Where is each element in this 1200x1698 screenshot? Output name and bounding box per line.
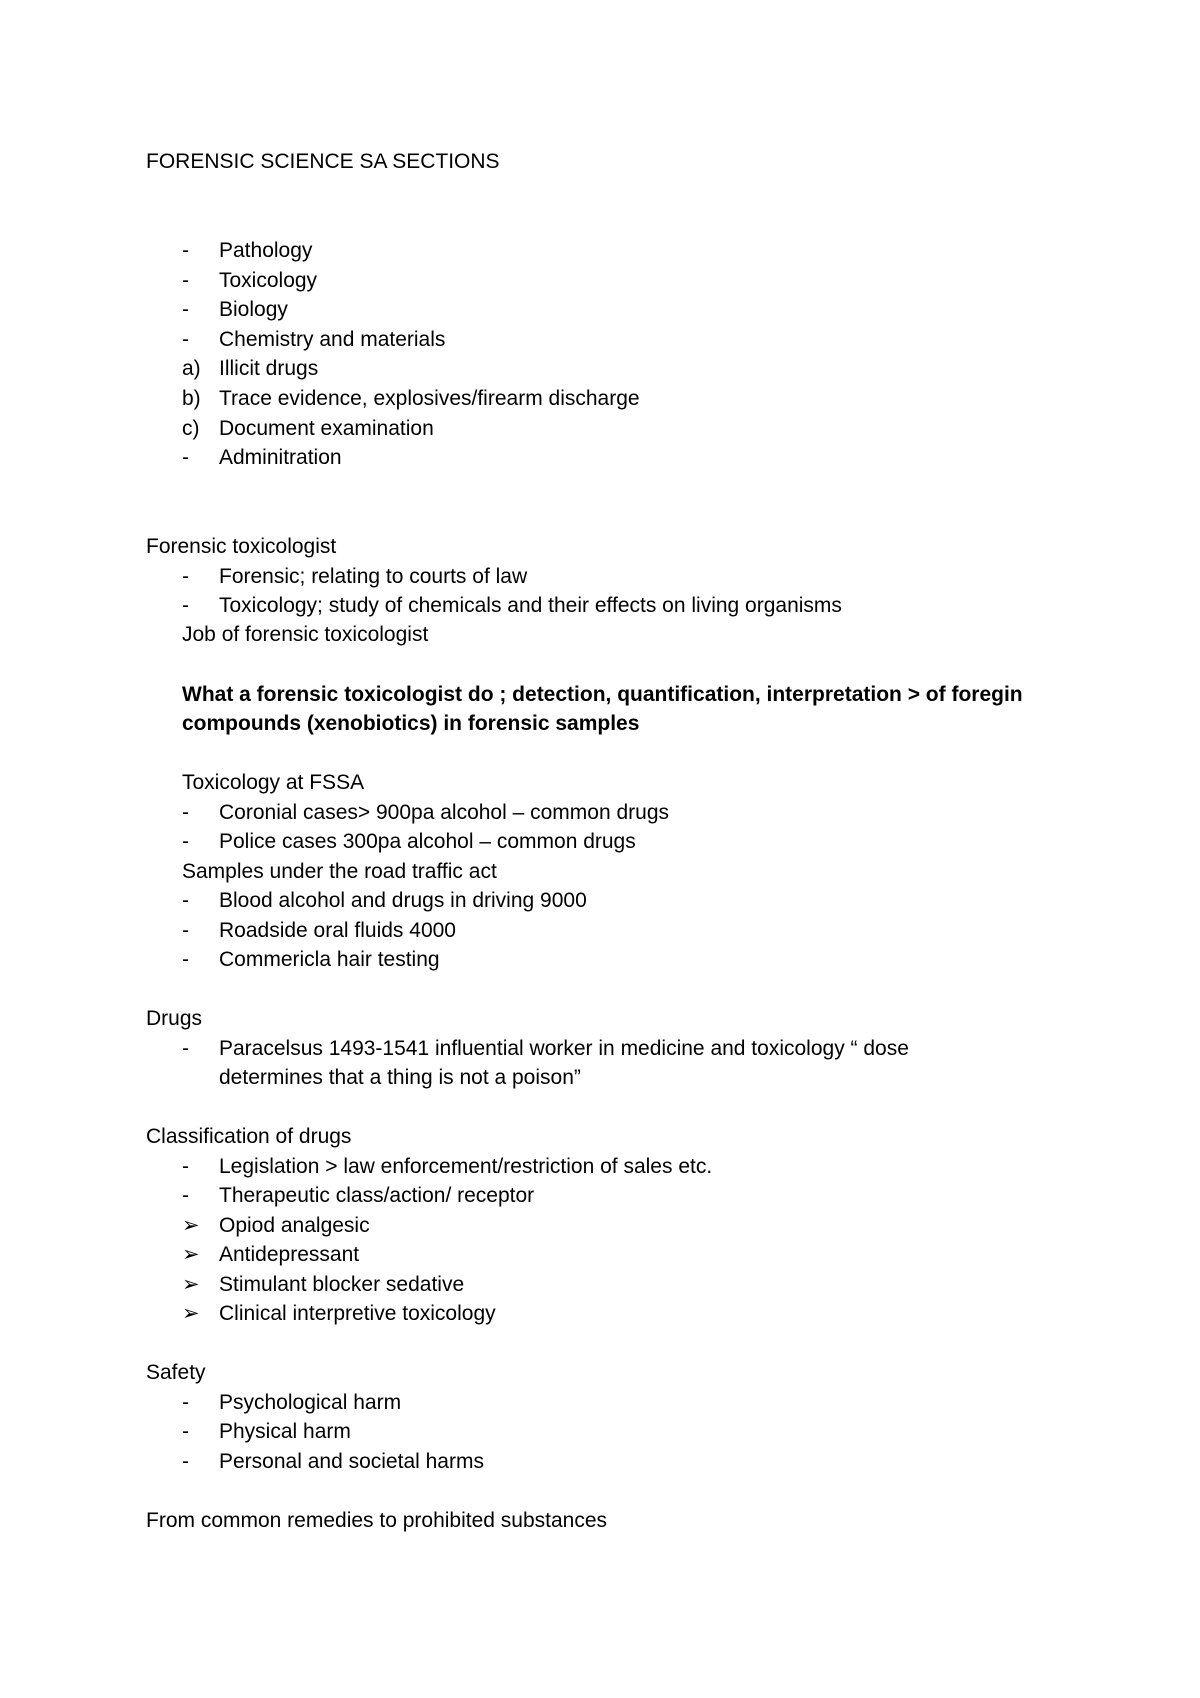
list-marker: - xyxy=(182,594,189,617)
list-marker: - xyxy=(182,269,189,292)
list-item: Therapeutic class/action/ receptor xyxy=(219,1184,535,1207)
toxicologist-heading: Forensic toxicologist xyxy=(146,535,337,558)
list-marker: - xyxy=(182,830,189,853)
list-item: Stimulant blocker sedative xyxy=(219,1273,465,1296)
arrow-bullet-icon: ➢ xyxy=(182,1214,200,1237)
list-item: Clinical interpretive toxicology xyxy=(219,1302,496,1325)
fssa-heading: Toxicology at FSSA xyxy=(182,771,365,794)
list-item: Antidepressant xyxy=(219,1243,360,1266)
list-marker: - xyxy=(182,446,189,469)
list-marker: - xyxy=(182,298,189,321)
arrow-bullet-icon: ➢ xyxy=(182,1273,200,1296)
list-item: Toxicology; study of chemicals and their effects on living organisms xyxy=(219,594,842,617)
list-item: Forensic; relating to courts of law xyxy=(219,565,528,588)
list-item: Commericla hair testing xyxy=(219,948,440,971)
job-label: Job of forensic toxicologist xyxy=(182,623,429,646)
list-item: Pathology xyxy=(219,239,313,262)
road-traffic-label: Samples under the road traffic act xyxy=(182,860,497,883)
list-marker: a) xyxy=(182,357,201,380)
drugs-heading: Drugs xyxy=(146,1007,203,1030)
list-item: Blood alcohol and drugs in driving 9000 xyxy=(219,889,587,912)
list-item: Chemistry and materials xyxy=(219,328,446,351)
list-item: Illicit drugs xyxy=(219,357,319,380)
list-item: Police cases 300pa alcohol – common drugs xyxy=(219,830,636,853)
closing-line: From common remedies to prohibited substances xyxy=(146,1509,608,1532)
list-marker: - xyxy=(182,1184,189,1207)
paracelsus-line-1: Paracelsus 1493-1541 influential worker in medicine and toxicology “ dose xyxy=(219,1037,909,1060)
list-marker: - xyxy=(182,1391,189,1414)
arrow-bullet-icon: ➢ xyxy=(182,1302,200,1325)
list-marker: - xyxy=(182,1037,189,1060)
list-marker: - xyxy=(182,801,189,824)
arrow-bullet-icon: ➢ xyxy=(182,1243,200,1266)
list-marker: - xyxy=(182,1155,189,1178)
list-marker: - xyxy=(182,239,189,262)
list-marker: - xyxy=(182,328,189,351)
list-item: Personal and societal harms xyxy=(219,1450,484,1473)
list-marker: - xyxy=(182,919,189,942)
list-item: Document examination xyxy=(219,417,434,440)
safety-heading: Safety xyxy=(146,1361,206,1384)
classification-heading: Classification of drugs xyxy=(146,1125,352,1148)
list-item: Psychological harm xyxy=(219,1391,402,1414)
list-marker: c) xyxy=(182,417,200,440)
list-item: Coronial cases> 900pa alcohol – common drugs xyxy=(219,801,670,824)
list-item: Legislation > law enforcement/restriction of sales etc. xyxy=(219,1155,713,1178)
list-item: Roadside oral fluids 4000 xyxy=(219,919,456,942)
list-marker: - xyxy=(182,1420,189,1443)
list-item: Trace evidence, explosives/firearm discharge xyxy=(219,387,640,410)
list-marker: - xyxy=(182,1450,189,1473)
definition-line-2: compounds (xenobiotics) in forensic samples xyxy=(182,712,640,735)
list-marker: - xyxy=(182,565,189,588)
document-title: FORENSIC SCIENCE SA SECTIONS xyxy=(146,150,500,173)
list-item: Opiod analgesic xyxy=(219,1214,370,1237)
list-marker: - xyxy=(182,889,189,912)
list-marker: b) xyxy=(182,387,201,410)
list-item: Toxicology xyxy=(219,269,318,292)
list-item: Biology xyxy=(219,298,288,321)
definition-line-1: What a forensic toxicologist do ; detection, quantification, interpretation > of foregin xyxy=(182,683,1023,706)
list-item: Physical harm xyxy=(219,1420,351,1443)
list-item: Adminitration xyxy=(219,446,342,469)
paracelsus-line-2: determines that a thing is not a poison” xyxy=(219,1066,581,1089)
list-marker: - xyxy=(182,948,189,971)
